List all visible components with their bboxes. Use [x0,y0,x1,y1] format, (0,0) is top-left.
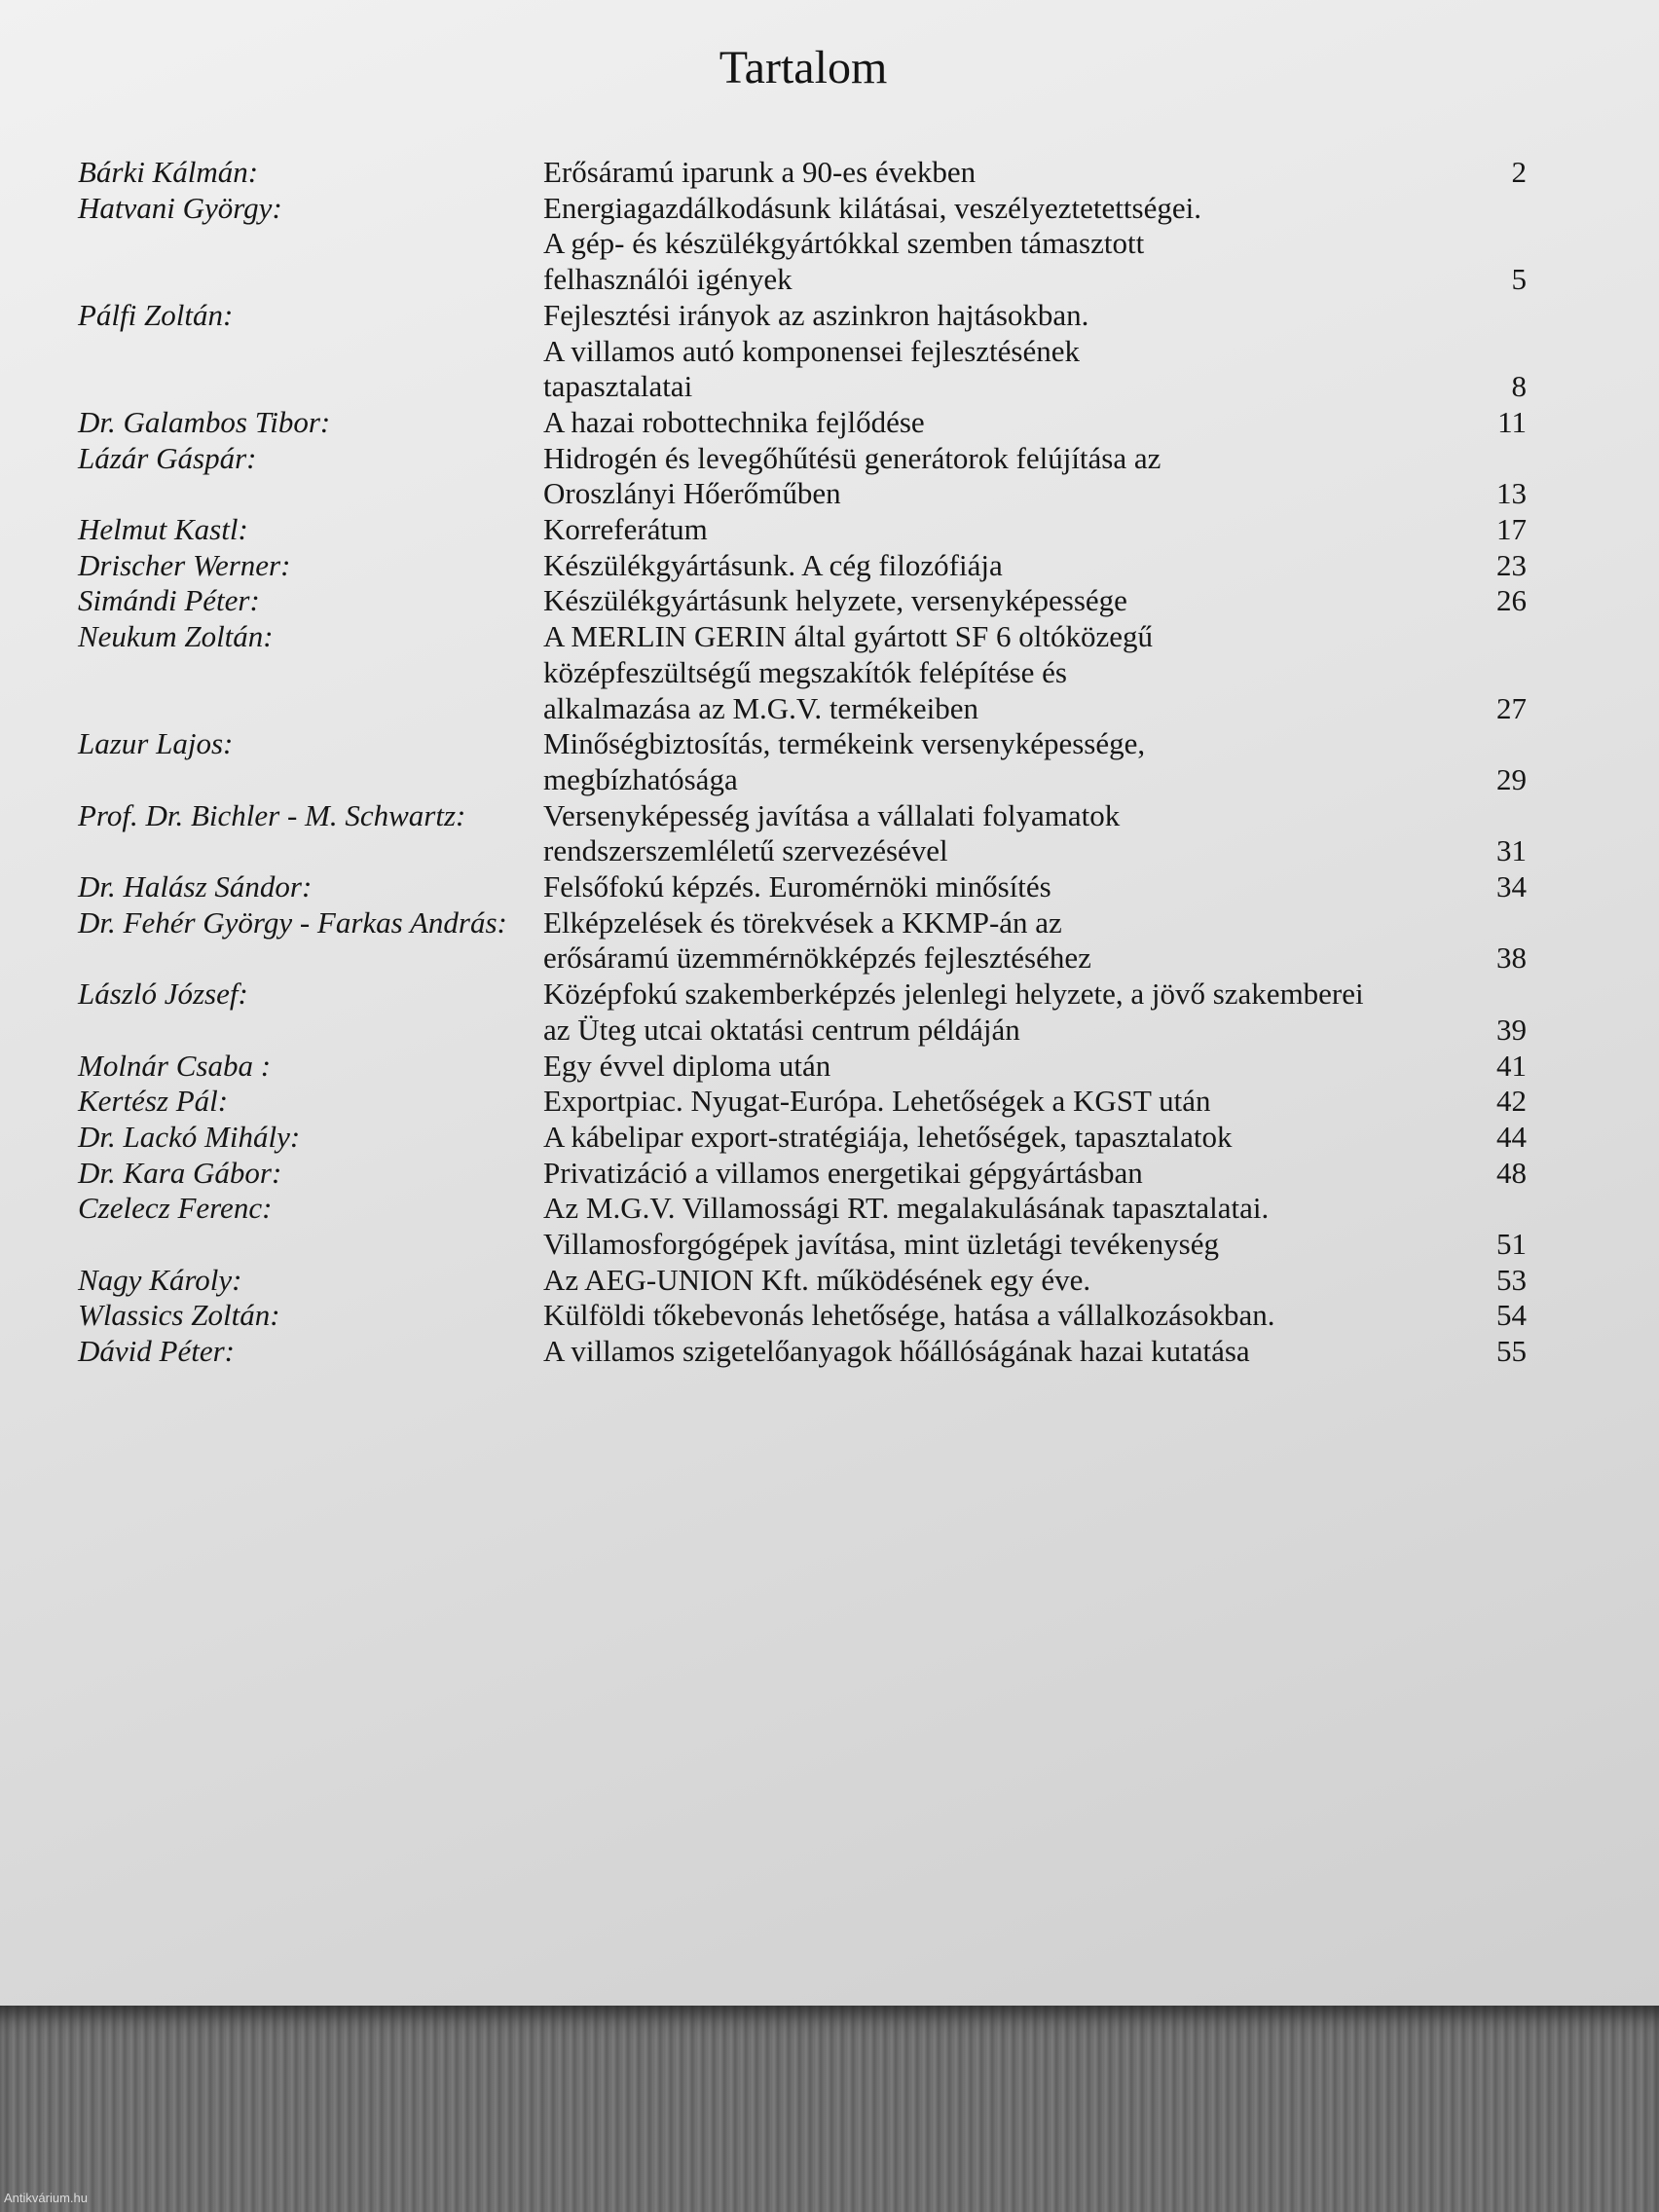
toc-row [0,225,1659,261]
toc-row [0,582,1659,618]
toc-entry-title: megbízhatósága [543,762,738,796]
toc-row [0,440,1659,476]
toc-entry-title: Villamosforgógépek javítása, mint üzletági tevékenység [543,1227,1220,1261]
toc-row [0,1119,1659,1155]
toc-author: Pálfi Zoltán: [78,298,234,332]
toc-page-number: 27 [1496,691,1527,725]
toc-page-number: 23 [1496,548,1527,582]
toc-entry-title: Exportpiac. Nyugat-Európa. Lehetőségek a KGST után [543,1084,1211,1118]
toc-author: Prof. Dr. Bichler - M. Schwartz: [78,798,466,832]
toc-author: Dr. Halász Sándor: [78,869,313,903]
toc-page-number: 2 [1511,155,1527,189]
toc-entry-title: A villamos szigetelőanyagok hőállóságának hazai kutatása [543,1334,1250,1368]
toc-author: Wlassics Zoltán: [78,1298,280,1332]
toc-row [0,618,1659,654]
toc-author: László József: [78,977,248,1011]
toc-entry-title: A kábelipar export-stratégiája, lehetőségek, tapasztalatok [543,1120,1233,1154]
toc-entry-title: Középfokú szakemberképzés jelenlegi helyzete, a jövő szakemberei [543,977,1364,1011]
toc-entry-title: Privatizáció a villamos energetikai gépgyártásban [543,1156,1143,1190]
toc-page-number: 11 [1497,405,1527,439]
toc-row [0,690,1659,726]
background-surface [0,2006,1659,2212]
toc-page-number: 13 [1496,476,1527,510]
page-title: Tartalom [719,42,888,93]
toc-row [0,654,1659,690]
toc-row [0,725,1659,761]
toc-author: Dr. Kara Gábor: [78,1156,282,1190]
toc-row [0,1297,1659,1333]
toc-row [0,475,1659,511]
toc-author: Molnár Csaba : [78,1049,272,1083]
toc-author: Lazur Lajos: [78,726,234,760]
toc-row [0,547,1659,583]
toc-page-number: 42 [1496,1084,1527,1118]
toc-row [0,976,1659,1012]
toc-entry-title: alkalmazása az M.G.V. termékeiben [543,691,979,725]
toc-row [0,333,1659,369]
toc-page-number: 48 [1496,1156,1527,1190]
toc-entry-title: A gép- és készülékgyártókkal szemben támasztott [543,226,1145,260]
toc-entry-title: Elképzelések és törekvések a KKMP-án az [543,905,1062,940]
toc-row [0,761,1659,797]
toc-author: Kertész Pál: [78,1084,229,1118]
toc-entry-title: Oroszlányi Hőerőműben [543,476,841,510]
toc-entry-title: Az AEG-UNION Kft. működésének egy éve. [543,1263,1091,1297]
toc-page-number: 44 [1496,1120,1527,1154]
toc-row [0,1333,1659,1369]
toc-author: Czelecz Ferenc: [78,1191,273,1225]
toc-entry-title: középfeszültségű megszakítók felépítése és [543,655,1067,689]
toc-entry-title: Egy évvel diploma után [543,1049,831,1083]
toc-author: Bárki Kálmán: [78,155,259,189]
toc-entry-title: A hazai robottechnika fejlődése [543,405,925,439]
toc-row [0,1155,1659,1191]
toc-page-number: 17 [1496,512,1527,546]
toc-page-number: 39 [1496,1013,1527,1047]
toc-page-number: 5 [1511,262,1527,296]
watermark: Antikvárium.hu [4,2191,88,2205]
toc-row [0,797,1659,833]
toc-author: Dr. Galambos Tibor: [78,405,331,439]
toc-author: Neukum Zoltán: [78,619,274,653]
toc-entry-title: rendszerszemléletű szervezésével [543,833,948,867]
toc-row [0,940,1659,976]
toc-row [0,1083,1659,1119]
toc-entry-title: A villamos autó komponensei fejlesztésének [543,334,1080,368]
toc-entry-title: erősáramú üzemmérnökképzés fejlesztéséhez [543,940,1091,975]
toc-entry-title: Energiagazdálkodásunk kilátásai, veszélyeztetettségei. [543,191,1201,225]
toc-row [0,154,1659,190]
toc-row [0,832,1659,868]
toc-page-number: 29 [1496,762,1527,796]
toc-entry-title: Minőségbiztosítás, termékeink versenyképessége, [543,726,1146,760]
toc-author: Dávid Péter: [78,1334,235,1368]
toc-author: Lázár Gáspár: [78,441,257,475]
toc-entry-title: felhasználói igények [543,262,793,296]
toc-entry-title: Külföldi tőkebevonás lehetősége, hatása a vállalkozásokban. [543,1298,1275,1332]
toc-row [0,1190,1659,1226]
toc-page-number: 26 [1496,583,1527,617]
toc-page-number: 54 [1496,1298,1527,1332]
toc-row [0,190,1659,226]
toc-row [0,1262,1659,1298]
toc-author: Dr. Lackó Mihály: [78,1120,301,1154]
toc-page-number: 51 [1496,1227,1527,1261]
toc-row [0,904,1659,940]
toc-row [0,868,1659,904]
toc-author: Nagy Károly: [78,1263,242,1297]
toc-page-number: 53 [1496,1263,1527,1297]
toc-page-number: 38 [1496,940,1527,975]
toc-entry-title: A MERLIN GERIN által gyártott SF 6 oltóközegű [543,619,1153,653]
toc-entry-title: Versenyképesség javítása a vállalati folyamatok [543,798,1121,832]
toc-page-number: 34 [1496,869,1527,903]
toc-row [0,404,1659,440]
toc-author: Hatvani György: [78,191,282,225]
toc-row [0,1048,1659,1084]
toc-entry-title: az Üteg utcai oktatási centrum példáján [543,1013,1020,1047]
toc-entry-title: Fejlesztési irányok az aszinkron hajtásokban. [543,298,1089,332]
toc-entry-title: Készülékgyártásunk helyzete, versenyképessége [543,583,1127,617]
toc-author: Simándi Péter: [78,583,260,617]
toc-author: Dr. Fehér György - Farkas András: [78,905,507,940]
toc-entry-title: Korreferátum [543,512,708,546]
toc-row [0,511,1659,547]
toc-row [0,297,1659,333]
toc-entry-title: Az M.G.V. Villamossági RT. megalakulásának tapasztalatai. [543,1191,1270,1225]
toc-row [0,1012,1659,1048]
toc-entry-title: Erősáramú iparunk a 90-es években [543,155,977,189]
toc-entry-title: Készülékgyártásunk. A cég filozófiája [543,548,1003,582]
toc-row [0,1226,1659,1262]
toc-row [0,261,1659,297]
toc-row [0,368,1659,404]
toc-entry-title: Hidrogén és levegőhűtésü generátorok felújítása az [543,441,1161,475]
toc-entry-title: Felsőfokú képzés. Euromérnöki minősítés [543,869,1051,903]
toc-author: Helmut Kastl: [78,512,248,546]
toc-page-number: 41 [1496,1049,1527,1083]
toc-page-number: 8 [1511,369,1527,403]
toc-page-number: 31 [1496,833,1527,867]
toc-entry-title: tapasztalatai [543,369,693,403]
toc-page-number: 55 [1496,1334,1527,1368]
toc-author: Drischer Werner: [78,548,291,582]
